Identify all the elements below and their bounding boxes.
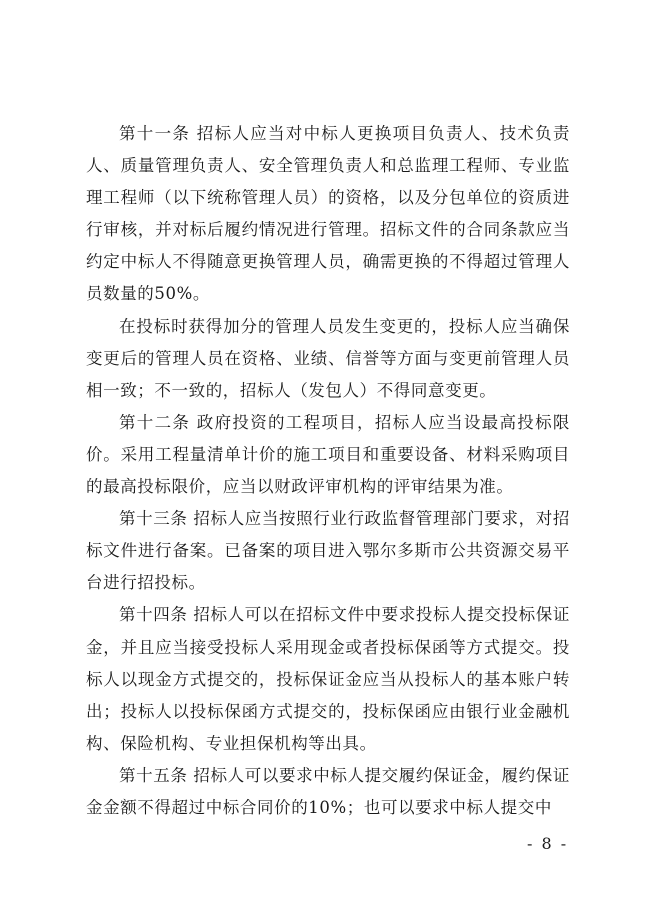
article-15-paragraph: 第十五条 招标人可以要求中标人提交履约保证金，履约保证金金额不得超过中标合同价的10%；也可以要求中标人提交中 bbox=[86, 765, 570, 817]
article-11-paragraph: 第十一条 招标人应当对中标人更换项目负责人、技术负责人、质量管理负责人、安全管理负责人和总监理工程师、专业监理工程师（以下统称管理人员）的资格，以及分包单位的资质进行审核，并对标后履约情况进行管理。招标文件的合同条款应当约定中标人不得随意更换管理人员，确需更换的不得超过管理人员数量的50%。 bbox=[86, 124, 570, 304]
article-14-paragraph: 第十四条 招标人可以在招标文件中要求投标人提交投标保证金，并且应当接受投标人采用现金或者投标保函等方式提交。投标人以现金方式提交的，投标保证金应当从投标人的基本账户转出；投标人以投标保函方式提交的，投标保函应由银行业金融机构、保险机构、专业担保机构等出具。 bbox=[86, 605, 570, 753]
article-13-paragraph: 第十三条 招标人应当按照行业行政监督管理部门要求，对招标文件进行备案。已备案的项目进入鄂尔多斯市公共资源交易平台进行招投标。 bbox=[86, 509, 570, 593]
article-12-paragraph: 第十二条 政府投资的工程项目，招标人应当设最高投标限价。采用工程量清单计价的施工项目和重要设备、材料采购项目的最高投标限价，应当以财政评审机构的评审结果为准。 bbox=[86, 412, 570, 497]
page-number: - 8 - bbox=[527, 834, 569, 853]
document-body bbox=[86, 118, 570, 824]
article-11-continuation-paragraph: 在投标时获得加分的管理人员发生变更的，投标人应当确保变更后的管理人员在资格、业绩、信誉等方面与变更前管理人员相一致；不一致的，招标人（发包人）不得同意变更。 bbox=[86, 316, 570, 400]
